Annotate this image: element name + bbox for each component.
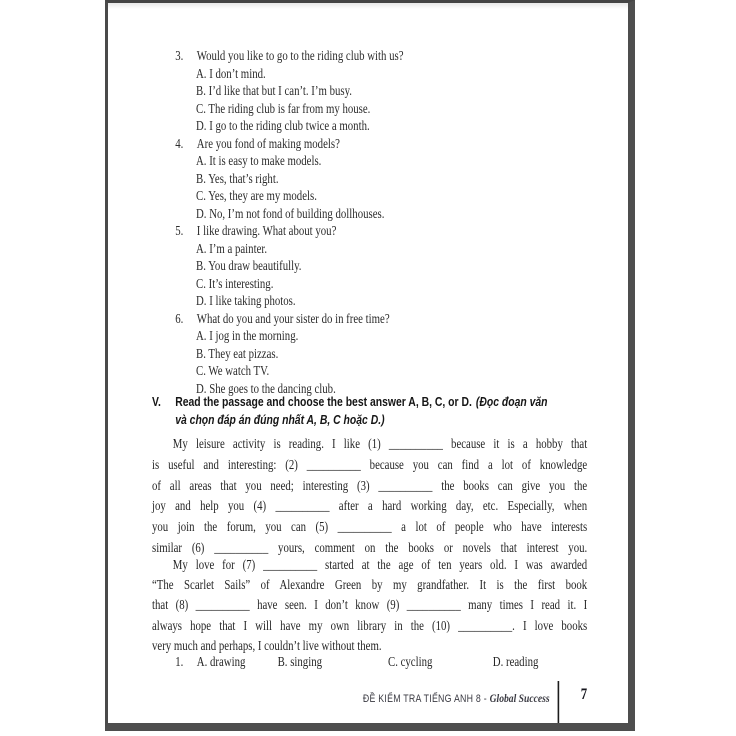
option-c: C. cycling xyxy=(388,654,433,669)
question-number: 6. xyxy=(175,310,184,326)
option-c: C. The riding club is far from my house. xyxy=(196,100,371,116)
option-b: B. I’d like that but I can’t. I’m busy. xyxy=(196,83,352,98)
option-a: A. I don’t mind. xyxy=(196,65,266,81)
footer-series-name: ĐỀ KIỂM TRA TIẾNG ANH 8 - xyxy=(362,693,490,705)
passage-line: My love for (7) __________ started at the age of ten years old. I was awarded xyxy=(172,557,588,572)
option-d: D. No, I’m not fond of building dollhouses. xyxy=(196,205,385,221)
section-title-line2: và chọn đáp án đúng nhất A, B, C hoặc D.) xyxy=(175,412,385,427)
question-3 xyxy=(108,47,628,135)
option-a: A. It is easy to make models. xyxy=(196,153,322,168)
passage-line: of all areas that you need; interesting (3) __________ the books can give you the xyxy=(152,477,588,493)
question-6 xyxy=(108,310,628,398)
question-5 xyxy=(108,222,628,310)
section-v-heading xyxy=(152,393,589,429)
passage-line: My leisure activity is reading. I like (1) __________ because it is a hobby that xyxy=(172,436,588,451)
document-page xyxy=(105,0,635,731)
section-title-english: Read the passage and choose the best answer A, B, C, or D. xyxy=(175,394,472,409)
section-numeral: V. xyxy=(152,394,161,409)
question-text xyxy=(108,47,628,65)
option-b: B. You draw beautifully. xyxy=(196,258,302,273)
footer-divider-line xyxy=(558,681,560,723)
section-title-line1 xyxy=(175,393,589,411)
question-stem: What do you and your sister do in free time? xyxy=(196,310,390,326)
passage-line: “The Scarlet Sails” of Alexandre Green by my grandfather. It is the first book xyxy=(152,577,588,593)
passage-line: always hope that I will have my own library in the (10) __________. I love books xyxy=(152,617,588,633)
question-number: 3. xyxy=(175,48,184,63)
section-title-vietnamese-part1: (Đọc đoạn văn xyxy=(475,394,548,409)
passage-line: similar (6) __________ yours, comment on the books or novels that interest you. xyxy=(152,539,588,555)
option-c: C. We watch TV. xyxy=(196,363,270,378)
option-a: A. I’m a painter. xyxy=(196,240,268,256)
question-stem: I like drawing. What about you? xyxy=(196,223,337,238)
passage-line: very much and perhaps, I couldn’t live without them. xyxy=(152,637,382,653)
option-c: C. Yes, they are my models. xyxy=(196,188,317,203)
option-a: A. I jog in the morning. xyxy=(196,328,299,343)
question-stem: Would you like to go to the riding club with us? xyxy=(196,48,404,63)
reading-question-1 xyxy=(108,653,628,671)
question-stem: Are you fond of making models? xyxy=(196,135,340,151)
option-b: B. Yes, that’s right. xyxy=(196,170,279,186)
passage-paragraph-1 xyxy=(152,434,587,559)
passage-line: joy and help you (4) __________ after a hard working day, etc. Especially, when xyxy=(152,498,588,514)
page-content xyxy=(108,3,628,723)
option-b: B. They eat pizzas. xyxy=(196,345,279,361)
option-b: B. singing xyxy=(277,654,323,669)
option-d: D. reading xyxy=(492,654,539,669)
footer-brand-name: Global Success xyxy=(489,691,550,705)
listening-questions-section xyxy=(108,47,628,397)
question-text xyxy=(108,222,628,240)
footer-book-title xyxy=(108,691,550,706)
option-d: D. I go to the riding club twice a month. xyxy=(196,118,370,133)
option-d: D. She goes to the dancing club. xyxy=(196,380,336,396)
option-c: C. It’s interesting. xyxy=(196,275,274,291)
page-number: 7 xyxy=(580,686,588,703)
question-4 xyxy=(108,135,628,223)
option-a: A. drawing xyxy=(196,654,246,669)
option-d: D. I like taking photos. xyxy=(196,293,296,308)
question-text xyxy=(108,135,628,153)
question-text xyxy=(108,310,628,328)
passage-line: that (8) __________ have seen. I don’t know (9) __________ many times I read it. I xyxy=(152,597,588,613)
question-number: 5. xyxy=(175,223,184,238)
passage-line: you join the forum, you can (5) __________ a lot of people who have interests xyxy=(152,519,588,535)
passage-line: is useful and interesting: (2) __________ because you can find a lot of knowledge xyxy=(152,456,588,472)
question-number: 4. xyxy=(175,135,184,151)
passage-paragraph-2 xyxy=(152,555,587,656)
question-number: 1. xyxy=(175,654,184,669)
